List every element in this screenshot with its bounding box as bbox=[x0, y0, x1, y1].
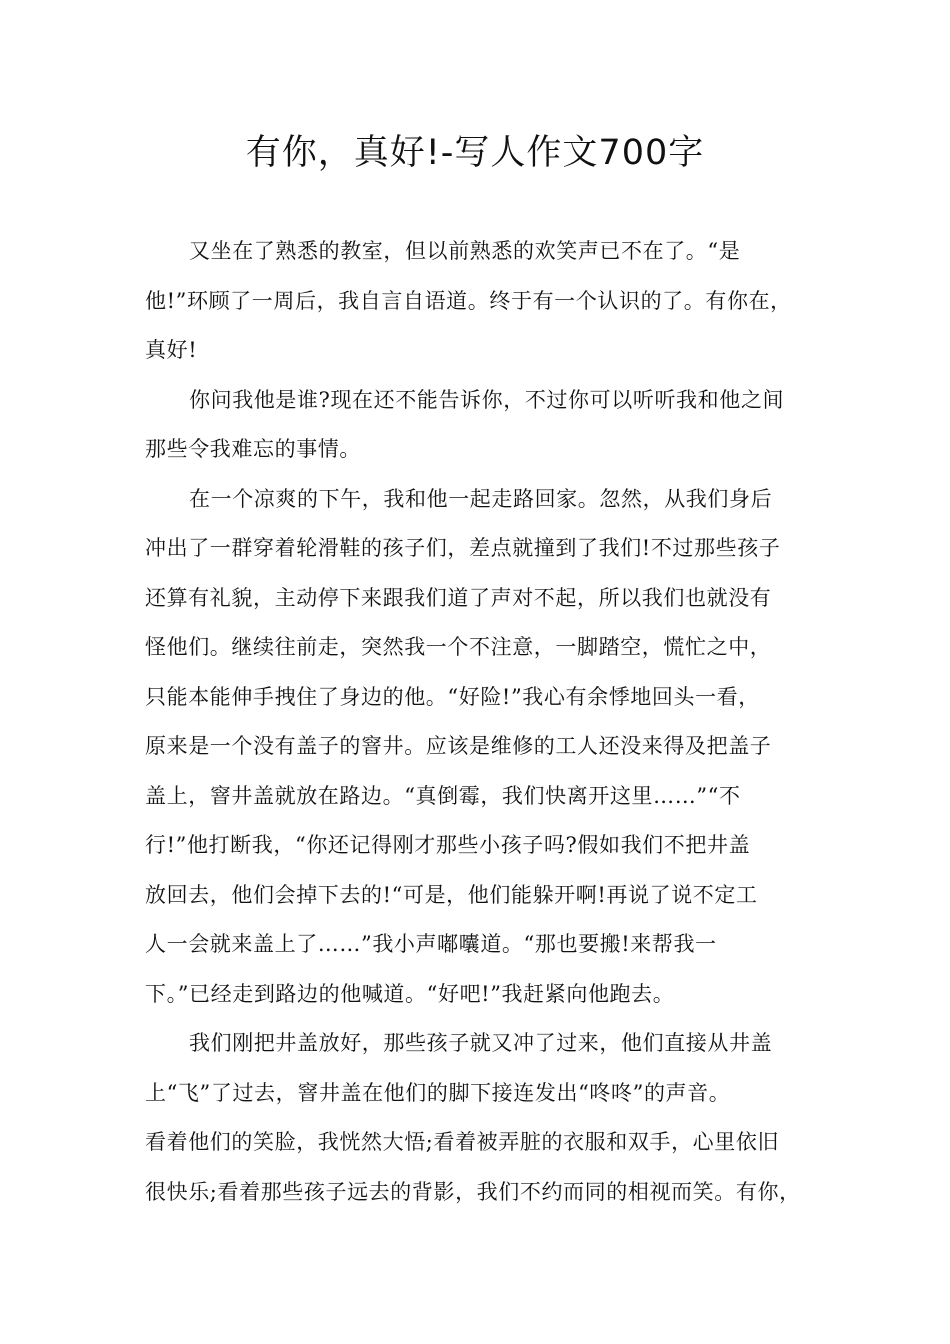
text-line: 还算有礼貌，主动停下来跟我们道了声对不起，所以我们也就没有 bbox=[145, 585, 772, 610]
text-line: 只能本能伸手拽住了身边的他。“好险!”我心有余悸地回头一看， bbox=[145, 684, 760, 709]
text-line: 我们刚把井盖放好，那些孩子就又冲了过来，他们直接从井盖 bbox=[189, 1031, 773, 1055]
text-line: 原来是一个没有盖子的窨井。应该是维修的工人还没来得及把盖子 bbox=[145, 734, 772, 758]
document-title: 有你，真好!-写人作文700字 bbox=[245, 133, 705, 173]
document-body bbox=[145, 227, 825, 1217]
text-line: 又坐在了熟悉的教室，但以前熟悉的欢笑声已不在了。“是 bbox=[189, 239, 741, 263]
text-line: 在一个凉爽的下午，我和他一起走路回家。忽然，从我们身后 bbox=[189, 486, 773, 511]
text-line: 怪他们。继续往前走，突然我一个不注意，一脚踏空，慌忙之中， bbox=[145, 635, 772, 659]
text-line: 下。”已经走到路边的他喊道。“好吧!”我赶紧向他跑去。 bbox=[145, 981, 675, 1006]
text-line: 上“飞”了过去，窨井盖在他们的脚下接连发出“咚咚”的声音。 bbox=[145, 1080, 731, 1105]
text-line: 你问我他是谁?现在还不能告诉你，不过你可以听听我和他之间 bbox=[189, 387, 785, 412]
text-line: 行!”他打断我，“你还记得刚才那些小孩子吗?假如我们不把井盖 bbox=[145, 833, 751, 857]
text-line: 冲出了一群穿着轮滑鞋的孩子们，差点就撞到了我们!不过那些孩子 bbox=[145, 536, 781, 560]
text-line: 盖上，窨井盖就放在路边。“真倒霉，我们快离开这里……”“不 bbox=[145, 783, 741, 808]
text-line: 放回去，他们会掉下去的!“可是，他们能躲开啊!再说了说不定工 bbox=[145, 882, 758, 907]
text-line: 看着他们的笑脸，我恍然大悟;看着被弄脏的衣服和双手，心里依旧 bbox=[145, 1130, 780, 1154]
text-line: 那些令我难忘的事情。 bbox=[145, 437, 361, 461]
text-line: 他!”环顾了一周后，我自言自语道。终于有一个认识的了。有你在， bbox=[145, 288, 792, 313]
text-line: 人一会就来盖上了……”我小声嘟囔道。“那也要搬!来帮我一 bbox=[145, 932, 717, 956]
text-line: 很快乐;看着那些孩子远去的背影，我们不约而同的相视而笑。有你， bbox=[145, 1179, 801, 1204]
text-line: 真好! bbox=[145, 338, 198, 362]
